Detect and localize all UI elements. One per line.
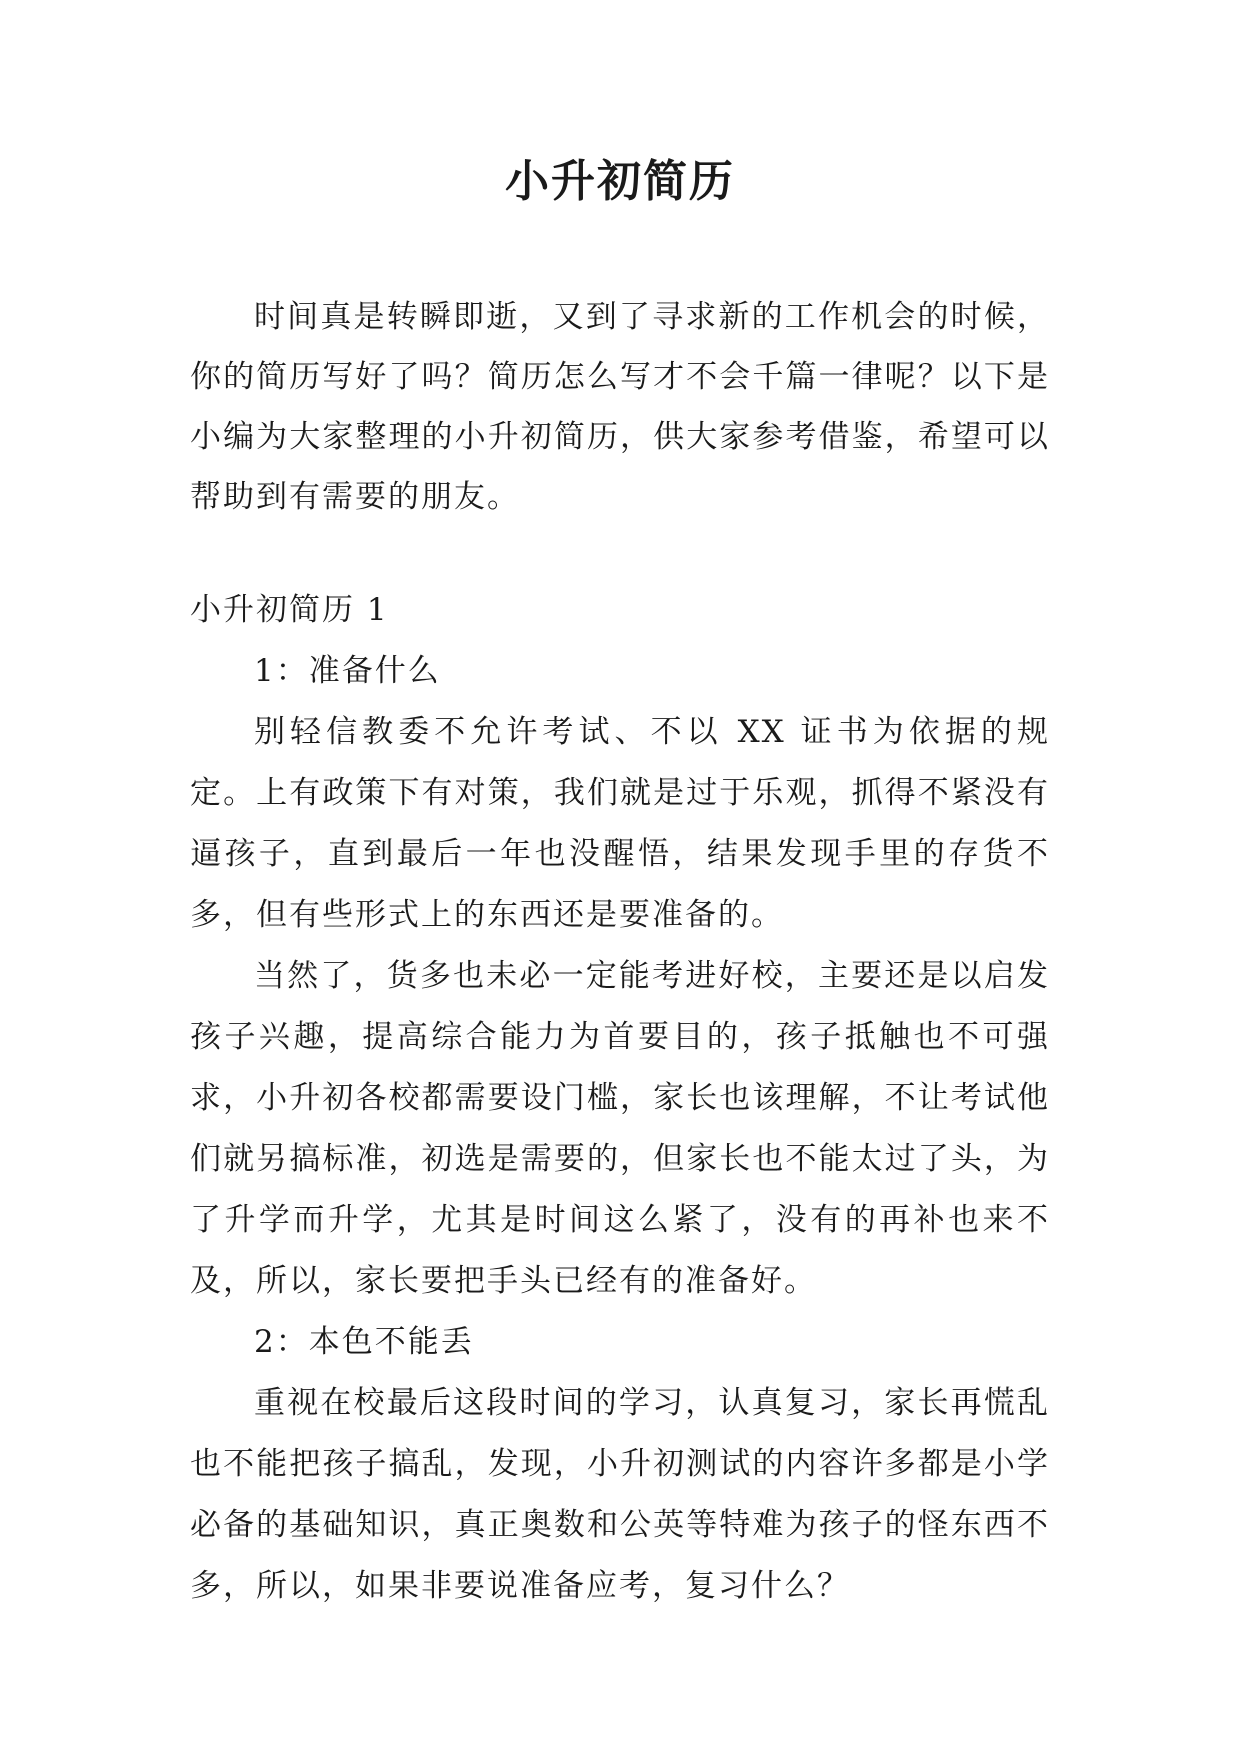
body-paragraph: 当然了，货多也未必一定能考进好校，主要还是以启发孩子兴趣，提高综合能力为首要目的，孩子抵触也不可强求，小升初各校都需要设门槛，家长也该理解，不让考试他们就另搞标准，初选是需要的，但家长也不能太过了头，为了升学而升学，尤其是时间这么紧了，没有的再补也来不及，所以，家长要把手头已经有的准备好。 [190, 958, 1050, 1299]
body-paragraph: 别轻信教委不允许考试、不以 XX 证书为依据的规定。上有政策下有对策，我们就是过于乐观，抓得不紧没有逼孩子，直到最后一年也没醒悟，结果发现手里的存货不多，但有些形式上的东西还是要准备的。 [190, 714, 1050, 933]
document-title: 小升初简历 [505, 156, 735, 207]
subheading-keep-true: 2：本色不能丢 [254, 1324, 474, 1360]
document-body [190, 580, 1050, 1617]
intro-paragraph: 时间真是转瞬即逝，又到了寻求新的工作机会的时候，你的简历写好了吗？简历怎么写才不会千篇一律呢？以下是小编为大家整理的小升初简历，供大家参考借鉴，希望可以帮助到有需要的朋友。 [190, 299, 1050, 515]
body-paragraph: 重视在校最后这段时间的学习，认真复习，家长再慌乱也不能把孩子搞乱，发现，小升初测试的内容许多都是小学必备的基础知识，真正奥数和公英等特难为孩子的怪东西不多，所以，如果非要说准备应考，复习什么？ [190, 1385, 1050, 1604]
section-heading: 小升初简历 1 [190, 592, 389, 628]
subheading-prepare: 1：准备什么 [254, 653, 441, 689]
